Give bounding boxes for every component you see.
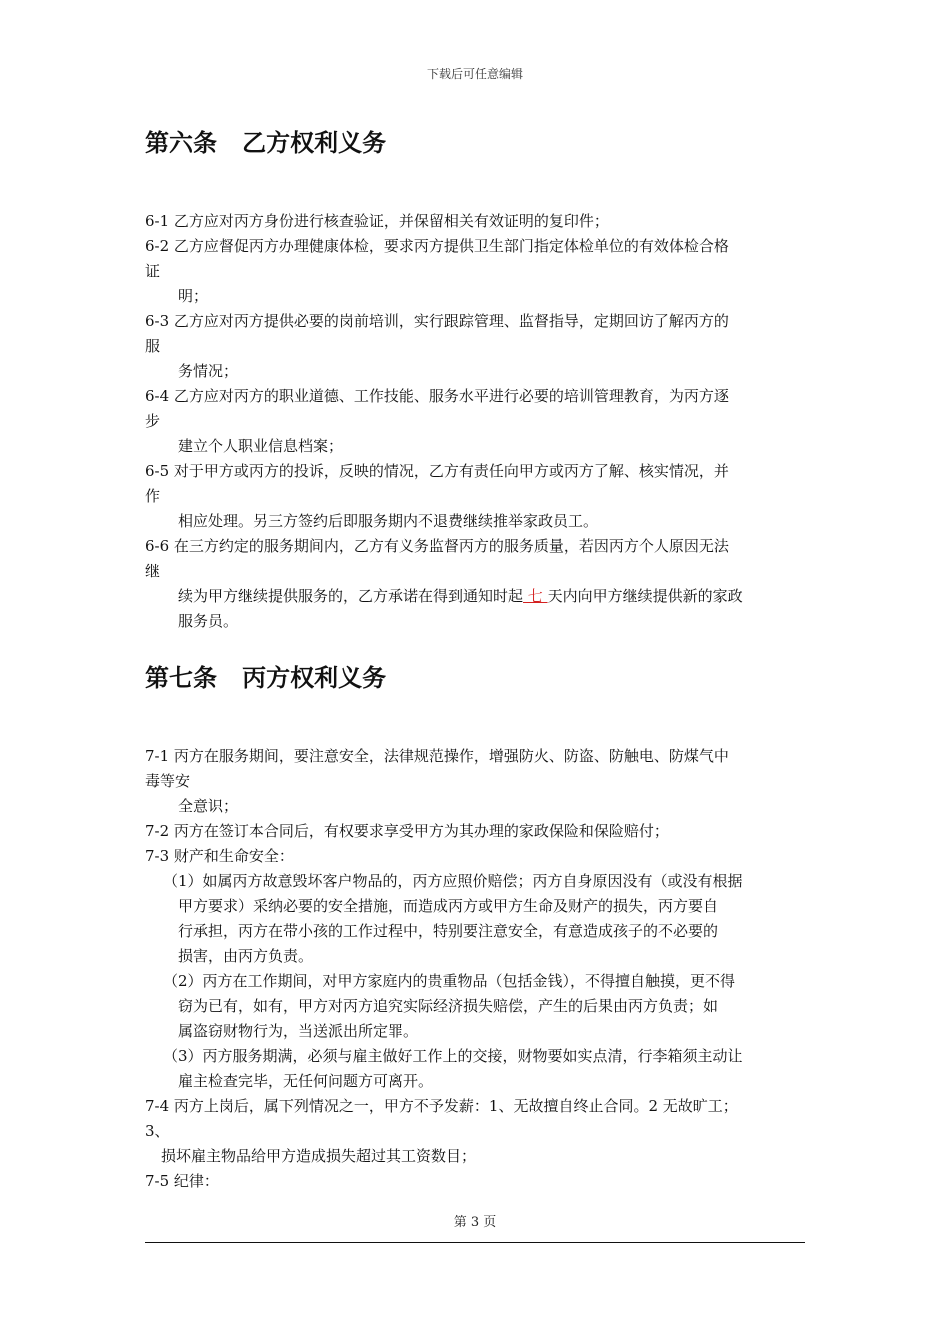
clause-6-3-cont: 务情况； [178, 362, 239, 380]
section-heading-6: 第六条 乙方权利义务 [145, 128, 387, 157]
clause-6-3-wrap: 服 [145, 337, 161, 355]
clause-7-4-cont: 损坏雇主物品给甲方造成损失超过其工资数目； [161, 1147, 477, 1165]
clause-7-4: 7-4 丙方上岗后，属下列情况之一，甲方不予发薪：1、无故擅自终止合同。2 无故旷工； [145, 1097, 738, 1115]
clause-7-5: 7-5 纪律： [145, 1172, 219, 1190]
clause-6-4-cont: 建立个人职业信息档案； [178, 437, 344, 455]
item-7-3-3: （3）丙方服务期满，必须与雇主做好工作上的交接，财物要如实点清，行李箱须主动让 [163, 1047, 743, 1065]
item-7-3-2: （2）丙方在工作期间，对甲方家庭内的贵重物品（包括金钱），不得擅自触摸，更不得 [163, 972, 736, 990]
clause-7-3: 7-3 财产和生命安全： [145, 847, 294, 865]
item-7-3-2-cont-a: 窃为已有，如有，甲方对丙方追究实际经济损失赔偿，产生的后果由丙方负责；如 [178, 997, 719, 1015]
clause-6-4: 6-4 乙方应对丙方的职业道德、工作技能、服务水平进行必要的培训管理教育，为丙方逐 [145, 387, 729, 405]
clause-6-6-wrap: 继 [145, 562, 161, 580]
item-7-3-1-cont-a: 甲方要求）采纳必要的安全措施，而造成丙方或甲方生命及财产的损失，丙方要自 [178, 897, 719, 915]
item-7-3-1-cont-c: 损害，由丙方负责。 [178, 947, 314, 965]
clause-6-6: 6-6 在三方约定的服务期间内，乙方有义务监督丙方的服务质量，若因丙方个人原因无法 [145, 537, 729, 555]
clause-6-6-cont-after: 天内向甲方继续提供新的家政 [547, 587, 743, 605]
clause-6-2: 6-2 乙方应督促丙方办理健康体检，要求丙方提供卫生部门指定体检单位的有效体检合格 [145, 237, 729, 255]
page-header: 下载后可任意编辑 [426, 67, 523, 81]
clause-6-5: 6-5 对于甲方或丙方的投诉，反映的情况，乙方有责任向甲方或丙方了解、核实情况，并 [145, 462, 729, 480]
item-7-3-1: （1）如属丙方故意毁坏客户物品的，丙方应照价赔偿；丙方自身原因没有（或没有根据 [163, 872, 743, 890]
footer-rule [145, 1242, 805, 1243]
days-highlight: 七 [523, 587, 548, 605]
clause-6-6-cont [178, 586, 743, 606]
clause-6-6-end: 服务员。 [178, 612, 239, 630]
clause-6-2-cont: 明； [178, 287, 209, 305]
clause-7-1-wrap: 毒等安 [145, 772, 191, 790]
clause-6-5-cont: 相应处理。另三方签约后即服务期内不退费继续推举家政员工。 [178, 512, 599, 530]
clause-6-2-wrap: 证 [145, 262, 161, 280]
page-number: 第 3 页 [453, 1215, 497, 1230]
section-heading-7: 第七条 丙方权利义务 [145, 663, 387, 692]
item-7-3-2-cont-b: 属盗窃财物行为，当送派出所定罪。 [178, 1022, 419, 1040]
clause-6-3: 6-3 乙方应对丙方提供必要的岗前培训，实行跟踪管理、监督指导，定期回访了解丙方的 [145, 312, 729, 330]
clause-6-6-cont-before: 续为甲方继续提供服务的，乙方承诺在得到通知时起 [178, 587, 524, 605]
item-7-3-3-cont: 雇主检查完毕，无任何问题方可离开。 [178, 1072, 434, 1090]
item-7-3-1-cont-b: 行承担，丙方在带小孩的工作过程中，特别要注意安全，有意造成孩子的不必要的 [178, 922, 719, 940]
clause-6-4-wrap: 步 [145, 412, 161, 430]
clause-7-2: 7-2 丙方在签订本合同后，有权要求享受甲方为其办理的家政保险和保险赔付； [145, 822, 669, 840]
clause-7-1: 7-1 丙方在服务期间，要注意安全，法律规范操作，增强防火、防盗、防触电、防煤气中 [145, 747, 729, 765]
clause-6-1: 6-1 乙方应对丙方身份进行核查验证，并保留相关有效证明的复印件； [145, 212, 609, 230]
clause-6-5-wrap: 作 [145, 487, 161, 505]
clause-7-4-wrap: 3、 [145, 1122, 170, 1140]
clause-7-1-cont: 全意识； [178, 797, 239, 815]
